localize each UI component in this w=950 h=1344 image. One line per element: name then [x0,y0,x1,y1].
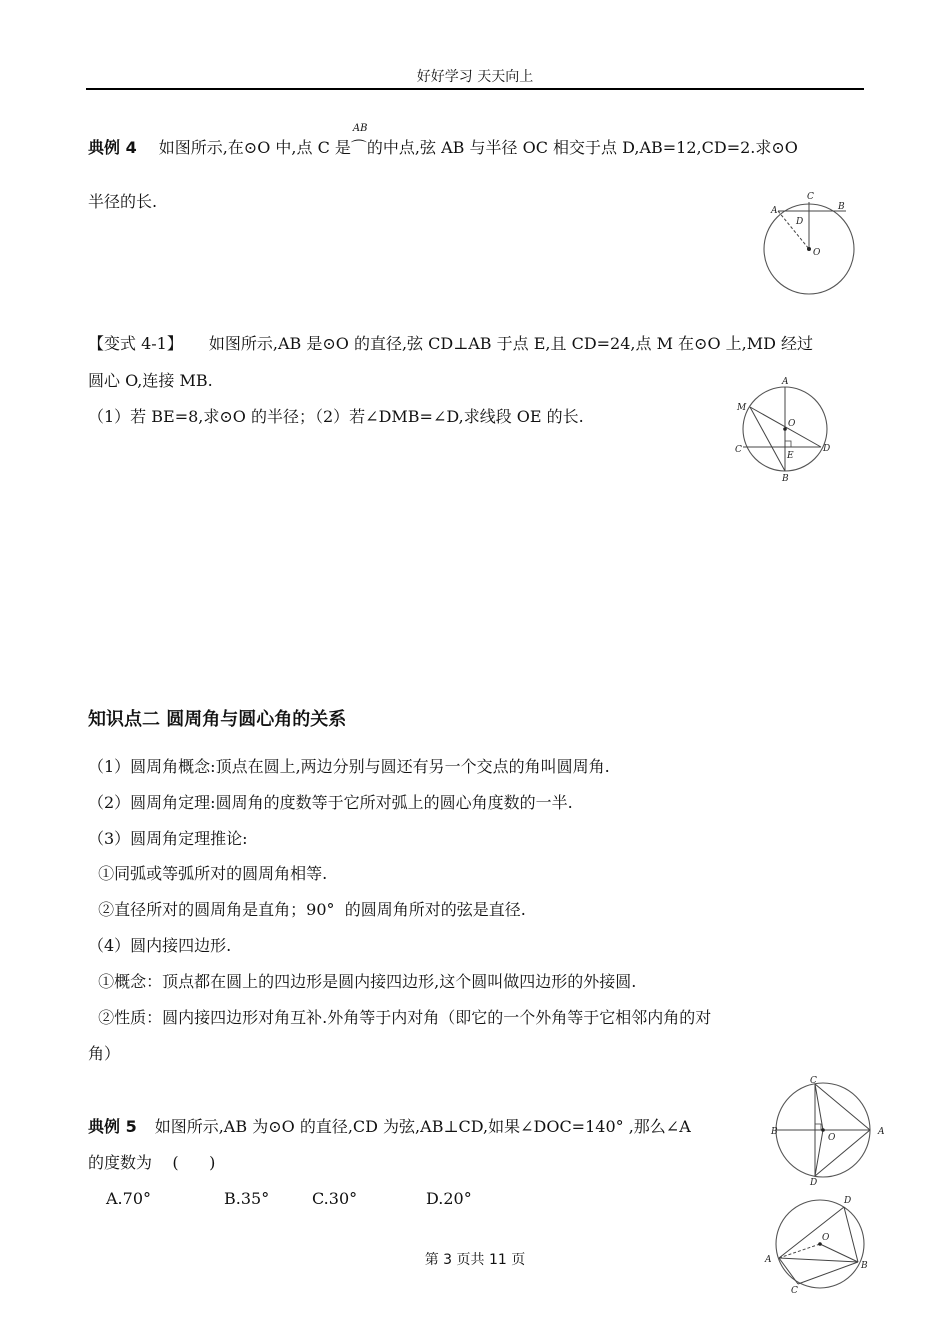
arc-ab [350,123,368,158]
fig4-label-b: B [838,202,845,212]
fig41-label-d: D [823,444,831,454]
fig41-label-b: B [782,474,789,484]
example4-text-a: 如图所示,在⊙O 中,点 C 是 [158,138,351,157]
example4-line1 [88,123,798,158]
fig5a-label-a: A [878,1127,885,1137]
fig5a-label-b: B [771,1127,778,1137]
fig5a-label-c: C [810,1076,817,1086]
fig5a-label-o: O [828,1133,836,1143]
fig5b-label-b: B [861,1261,868,1271]
fig4-label-c: C [807,192,814,202]
example5-figure1 [768,1072,894,1188]
variant41-line2: 圆心 O,连接 MB. [88,371,213,390]
page-footer: 第 3 页共 11 页 [424,1252,526,1268]
variant41-figure [728,372,838,486]
section2-item-7: ①概念：顶点都在圆上的四边形是圆内接四边形,这个圆叫做四边形的外接圆. [88,972,637,991]
header-rule [86,88,864,90]
fig41-label-c: C [735,445,742,455]
option-b: B.35° [224,1189,270,1208]
section2-item-1: （1）圆周角概念:顶点在圆上,两边分别与圆还有另一个交点的角叫圆周角. [88,757,610,776]
fig5b-label-d: D [844,1196,852,1206]
fig41-label-e: E [787,451,794,461]
section2-item-3: （3）圆周角定理推论: [88,829,248,848]
section2-item-6: （4）圆内接四边形. [88,936,232,955]
section2-item-5: ②直径所对的圆周角是直角；90° 的圆周角所对的弦是直径. [88,900,526,919]
example4-figure [758,188,862,300]
fig5a-label-d: D [810,1178,818,1188]
option-a: A.70° [106,1189,151,1208]
section2-title: 知识点二 圆周角与圆心角的关系 [88,709,347,730]
section2-item-8: ②性质：圆内接四边形对角互补.外角等于内对角（即它的一个外角等于它相邻内角的对 [88,1008,712,1027]
section2-item-9: 角） [88,1044,121,1063]
example5-text: 如图所示,AB 为⊙O 的直径,CD 为弦,AB⊥CD,如果∠DOC=140° ,那么∠A [154,1117,691,1136]
fig5b-label-a: A [765,1255,772,1265]
fig41-label-o: O [788,419,796,429]
variant41-label: 【变式 4-1】 [88,334,183,353]
option-c: C.30° [312,1189,358,1208]
example4-label: 典例 4 [88,138,137,157]
variant41-line3: （1）若 BE=8,求⊙O 的半径；（2）若∠DMB=∠D,求线段 OE 的长. [88,407,584,426]
variant41-line1 [88,334,813,354]
example4-text-b: 的中点,弦 AB 与半径 OC 相交于点 D,AB=12,CD=2.求⊙O [366,138,798,157]
fig4-label-o: O [813,248,821,258]
example5-line2: 的度数为 ( ) [88,1153,216,1172]
example5-figure2 [762,1192,872,1296]
arc-symbol: ⌒ [350,138,367,157]
section2-item-2: （2）圆周角定理:圆周角的度数等于它所对弧上的圆心角度数的一半. [88,793,573,812]
fig41-label-m: M [737,403,747,413]
fig41-label-a: A [782,377,789,387]
fig5b-label-o: O [822,1233,830,1243]
example5-line1 [88,1117,691,1137]
arc-label: AB [352,123,368,134]
example4-line2: 半径的长. [88,192,158,211]
page-header: 好好学习 天天向上 [416,69,534,85]
variant41-text: 如图所示,AB 是⊙O 的直径,弦 CD⊥AB 于点 E,且 CD=24,点 M 在⊙O 上,MD 经过 [208,334,814,353]
fig4-label-a: A [771,206,778,216]
fig5b-label-c: C [791,1286,798,1296]
fig4-label-d: D [796,217,804,227]
option-d: D.20° [426,1189,472,1208]
example5-label: 典例 5 [88,1117,137,1136]
section2-item-4: ①同弧或等弧所对的圆周角相等. [88,864,328,883]
